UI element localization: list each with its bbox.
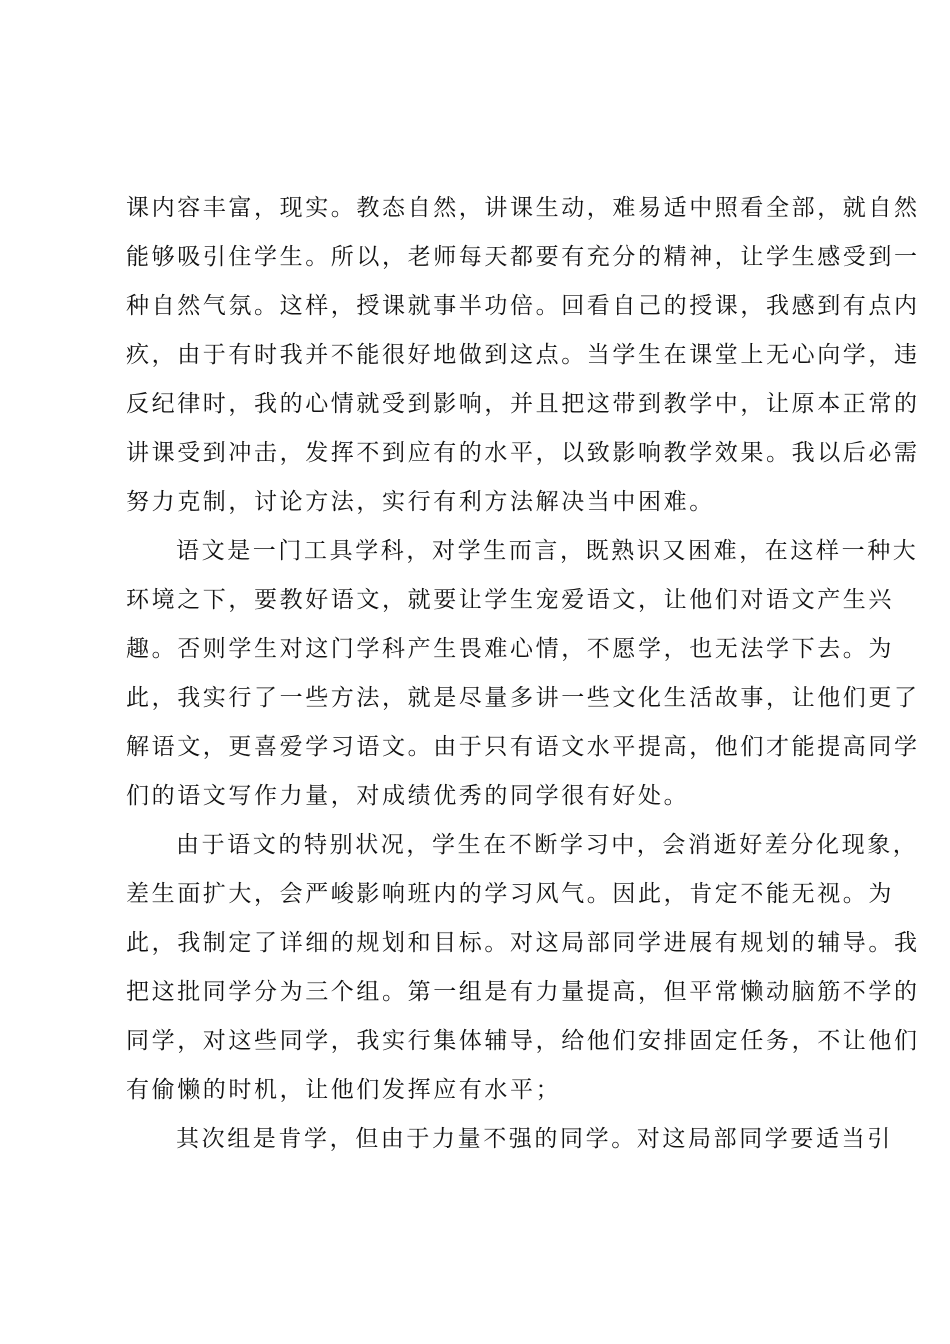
text-line: 反纪律时，我的心情就受到影响，并且把这带到教学中，让原本正常的 (126, 391, 920, 417)
text-line: 语文是一门工具学科，对学生而言，既熟识又困难，在这样一种大 (176, 538, 919, 564)
text-line: 课内容丰富，现实。教态自然，讲课生动，难易适中照看全部，就自然 (126, 195, 920, 221)
text-line: 趣。否则学生对这门学科产生畏难心情，不愿学，也无法学下去。为 (126, 636, 894, 662)
text-line: 由于语文的特别状况，学生在不断学习中，会消逝好差分化现象， (176, 832, 919, 858)
text-line: 差生面扩大，会严峻影响班内的学习风气。因此，肯定不能无视。为 (126, 881, 894, 907)
paragraph (126, 184, 920, 527)
text-line: 其次组是肯学，但由于力量不强的同学。对这局部同学要适当引 (176, 1126, 893, 1152)
text-line: 种自然气氛。这样，授课就事半功倍。回看自己的授课，我感到有点内 (126, 293, 920, 319)
text-line: 把这批同学分为三个组。第一组是有力量提高，但平常懒动脑筋不学的 (126, 979, 920, 1005)
paragraph (126, 527, 920, 821)
paragraph (126, 1115, 893, 1164)
text-line: 解语文，更喜爱学习语文。由于只有语文水平提高，他们才能提高同学 (126, 734, 920, 760)
text-line: 有偷懒的时机，让他们发挥应有水平； (126, 1077, 562, 1103)
text-line: 们的语文写作力量，对成绩优秀的同学很有好处。 (126, 783, 690, 809)
text-line: 能够吸引住学生。所以，老师每天都要有充分的精神，让学生感受到一 (126, 244, 920, 270)
document-body (126, 184, 920, 1164)
text-line: 努力克制，讨论方法，实行有利方法解决当中困难。 (126, 489, 715, 515)
paragraph (126, 821, 920, 1115)
text-line: 此，我实行了一些方法，就是尽量多讲一些文化生活故事，让他们更了 (126, 685, 920, 711)
text-line: 此，我制定了详细的规划和目标。对这局部同学进展有规划的辅导。我 (126, 930, 920, 956)
text-line: 环境之下，要教好语文，就要让学生宠爱语文，让他们对语文产生兴 (126, 587, 894, 613)
text-line: 同学，对这些同学，我实行集体辅导，给他们安排固定任务，不让他们 (126, 1028, 920, 1054)
text-line: 讲课受到冲击，发挥不到应有的水平，以致影响教学效果。我以后必需 (126, 440, 920, 466)
text-line: 疚，由于有时我并不能很好地做到这点。当学生在课堂上无心向学，违 (126, 342, 920, 368)
